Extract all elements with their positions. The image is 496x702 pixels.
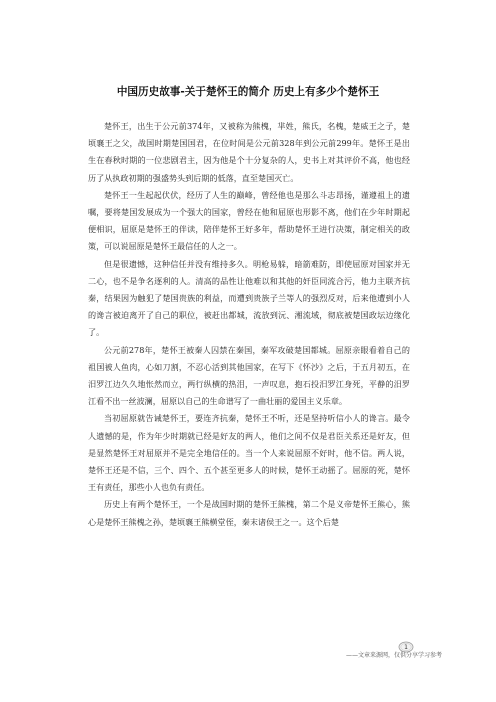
source-footer: ——文章来源网，仅供分享学习参考: [345, 652, 442, 659]
paragraph-2: 楚怀王一生起起伏伏，经历了人生的巅峰，曾经他也是那么斗志昂扬，谨遵祖上的遗嘱，要将楚国发展成为一个强大的国家，曾经在他和屈原也形影不离，他们在少年时期起便相识，屈原是楚怀王的伴读，陪伴楚怀王好多年，帮助楚怀王进行决策，制定相关的政策，可以说屈原是楚怀王最信任的人之一。: [88, 189, 410, 252]
paragraph-6: 历史上有两个楚怀王，一个是战国时期的楚怀王熊槐，第二个是义帝楚怀王熊心，熊心是楚怀王熊槐之孙，楚顷襄王熊横堂侄，秦末诸侯王之一。这个后楚: [88, 499, 410, 527]
paragraph-5: 当初屈原就告诫楚怀王，要连齐抗秦，楚怀王不听，还是坚持听信小人的谗言。最令人遗憾的是，作为年少时期就已经是好友的两人，他们之间不仅是君臣关系还是好友，但是显然楚怀王对屈原并不是完全地信任的。当一个人来说屈原不好时，他不信。两人说，楚怀王还是不信，三个、四个、五个甚至更多人的时候，楚怀王动摇了。屈原的死，楚怀王有责任，那些小人也负有责任。: [88, 413, 410, 493]
article-body: [88, 118, 410, 531]
paragraph-3: 但是很遗憾，这种信任并没有维持多久。明枪易躲，暗箭难防，即使屈原对国家并无二心，也不是争名逐利的人。清高的品性让他难以和其他的奸臣同流合污，他力主联齐抗秦，结果因为触犯了楚国贵族的利益，而遭到贵族子兰等人的强烈反对，后来他遭到小人的谗言被迫离开了自己的职位，被赶出都城，流放到沅、湘流域，彻底被楚国政坛边缘化了。: [88, 258, 410, 338]
document-title: 中国历史故事-关于楚怀王的简介 历史上有多少个楚怀王: [116, 86, 380, 98]
paragraph-1: 楚怀王，出生于公元前374年，又被称为熊槐，芈姓，熊氏，名槐，楚威王之子，楚顷襄王之父，战国时期楚国国君，在位时间是公元前328年到公元前299年。楚怀王是出生在春秋时期的一位悲剧君主，因为他是个十分复杂的人，史书上对其评价不高，他也经历了从执政初期的强盛势头到后期的低落，直至楚国灭亡。: [88, 121, 410, 183]
page-number: 1: [404, 643, 408, 651]
paragraph-4: 公元前278年，楚怀王被秦人囚禁在秦国，秦军攻破楚国都城。屈原亲眼看着自己的祖国被人鱼肉，心如刀割，不忍心活到其他国家，在写下《怀沙》之后，于五月初五，在汨罗江边久久地怅然而立，两行纵横的热泪，一声叹息，抱石投汨罗江身死，平静的汨罗江看不出一丝波澜，屈原以自己的生命谱写了一曲壮丽的爱国主义乐章。: [88, 344, 410, 407]
